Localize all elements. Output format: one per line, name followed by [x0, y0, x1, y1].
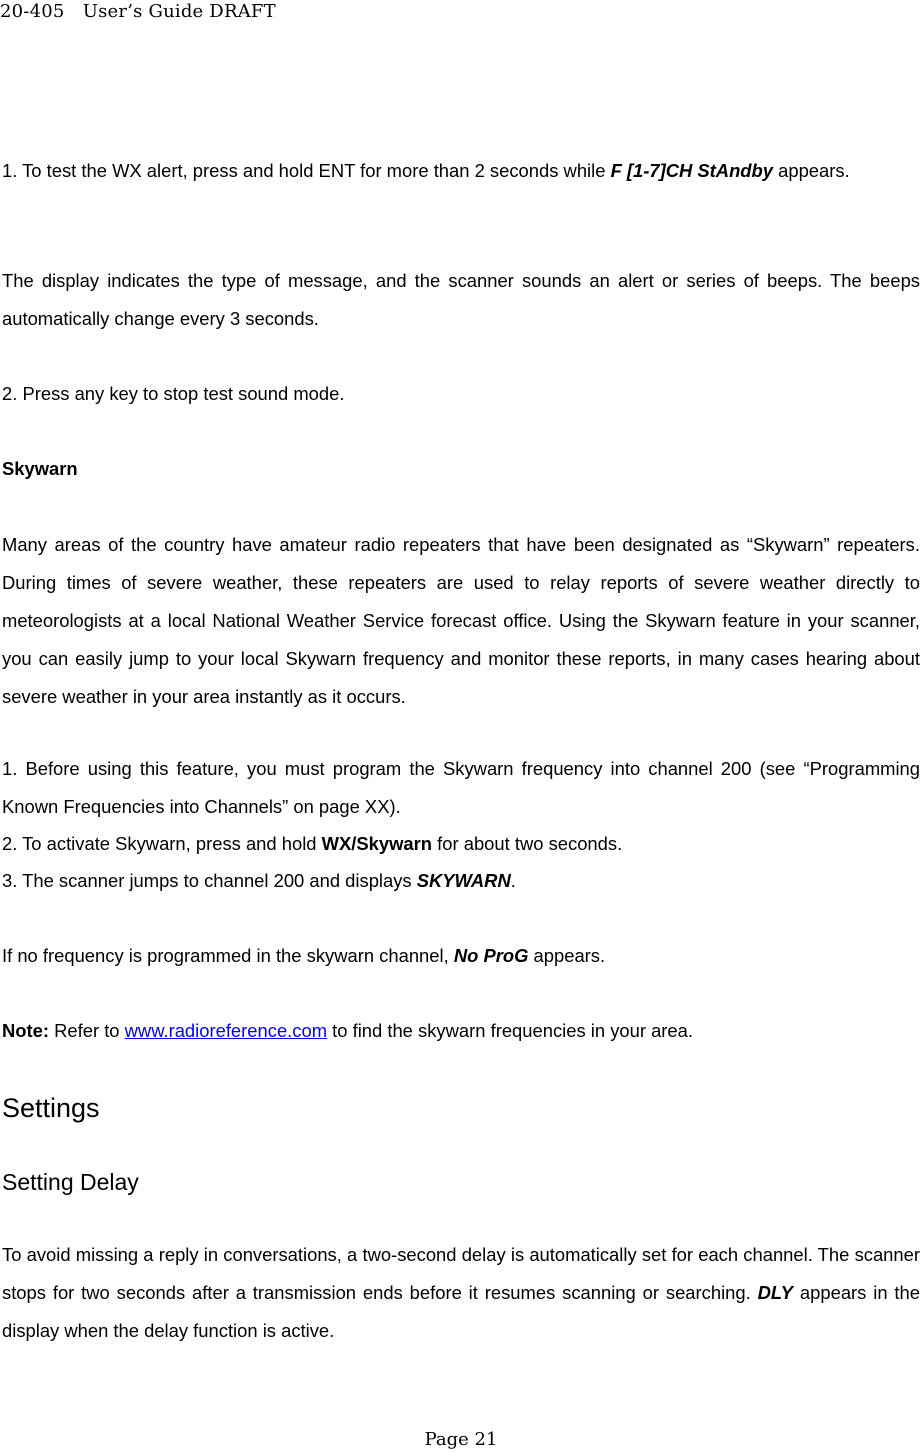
- wx-test-step1: [2, 152, 920, 190]
- skywarn-heading: Skywarn: [2, 458, 78, 479]
- display-code-skywarn: SKYWARN: [416, 870, 511, 891]
- setting-delay-body: [2, 1236, 920, 1350]
- step2-text-end: for about two seconds.: [432, 833, 623, 854]
- delay-text: To avoid missing a reply in conversations, a two-second delay is automatically set for each channel. The scanner stops for two seconds after a transmission ends before it resumes scanning or searching.: [2, 1244, 920, 1303]
- radioreference-link[interactable]: www.radioreference.com: [124, 1020, 328, 1041]
- step2-text: 2. To activate Skywarn, press and hold: [2, 833, 322, 854]
- settings-heading: Settings: [2, 1093, 100, 1123]
- step3-text: 3. The scanner jumps to channel 200 and displays: [2, 870, 417, 891]
- skywarn-intro: Many areas of the country have amateur radio repeaters that have been designated as “Skywarn” repeaters. During times of severe weather, these repeaters are used to relay reports of severe weather directly to meteorologists at a local National Weather Service forecast office. Using the Skywarn feature in your scanner, you can easily jump to your local Skywarn frequency and monitor these reports, in many cases hearing about severe weather in your area instantly as it occurs.: [2, 534, 920, 707]
- delay-text-end: appears in the display when the delay function is active.: [2, 1282, 920, 1341]
- setting-delay-heading: Setting Delay: [2, 1169, 139, 1195]
- display-code-noprog: No ProG: [453, 945, 529, 966]
- key-wx-skywarn: WX/Skywarn: [321, 833, 433, 854]
- skywarn-step3: [2, 869, 920, 893]
- step1-text: 1. To test the WX alert, press and hold ENT for more than 2 seconds while: [2, 160, 611, 181]
- page-number: Page 21: [424, 1429, 498, 1450]
- display-code-standby: F [1-7]CH StAndby: [610, 160, 774, 181]
- noprog-text: If no frequency is programmed in the skywarn channel,: [2, 945, 454, 966]
- note-text-end: to find the skywarn frequencies in your area.: [327, 1020, 693, 1041]
- note-label: Note:: [2, 1020, 49, 1041]
- skywarn-step1: 1. Before using this feature, you must program the Skywarn frequency into channel 200 (see “Programming Known Frequencies into Channels” on page XX).: [2, 758, 920, 817]
- step1-text-end: appears.: [773, 160, 850, 181]
- wx-test-step2: 2. Press any key to stop test sound mode.: [2, 383, 345, 404]
- step3-text-end: .: [510, 870, 516, 891]
- note-text: Refer to: [49, 1020, 125, 1041]
- display-code-dly: DLY: [757, 1282, 794, 1303]
- skywarn-step2: [2, 832, 920, 856]
- skywarn-noprog: [2, 944, 920, 968]
- noprog-text-end: appears.: [528, 945, 606, 966]
- skywarn-note: [2, 1019, 920, 1043]
- page-header: 20-405 User’s Guide DRAFT: [0, 1, 276, 22]
- wx-test-display-text: The display indicates the type of message, and the scanner sounds an alert or series of beeps. The beeps automatically change every 3 seconds.: [2, 270, 920, 329]
